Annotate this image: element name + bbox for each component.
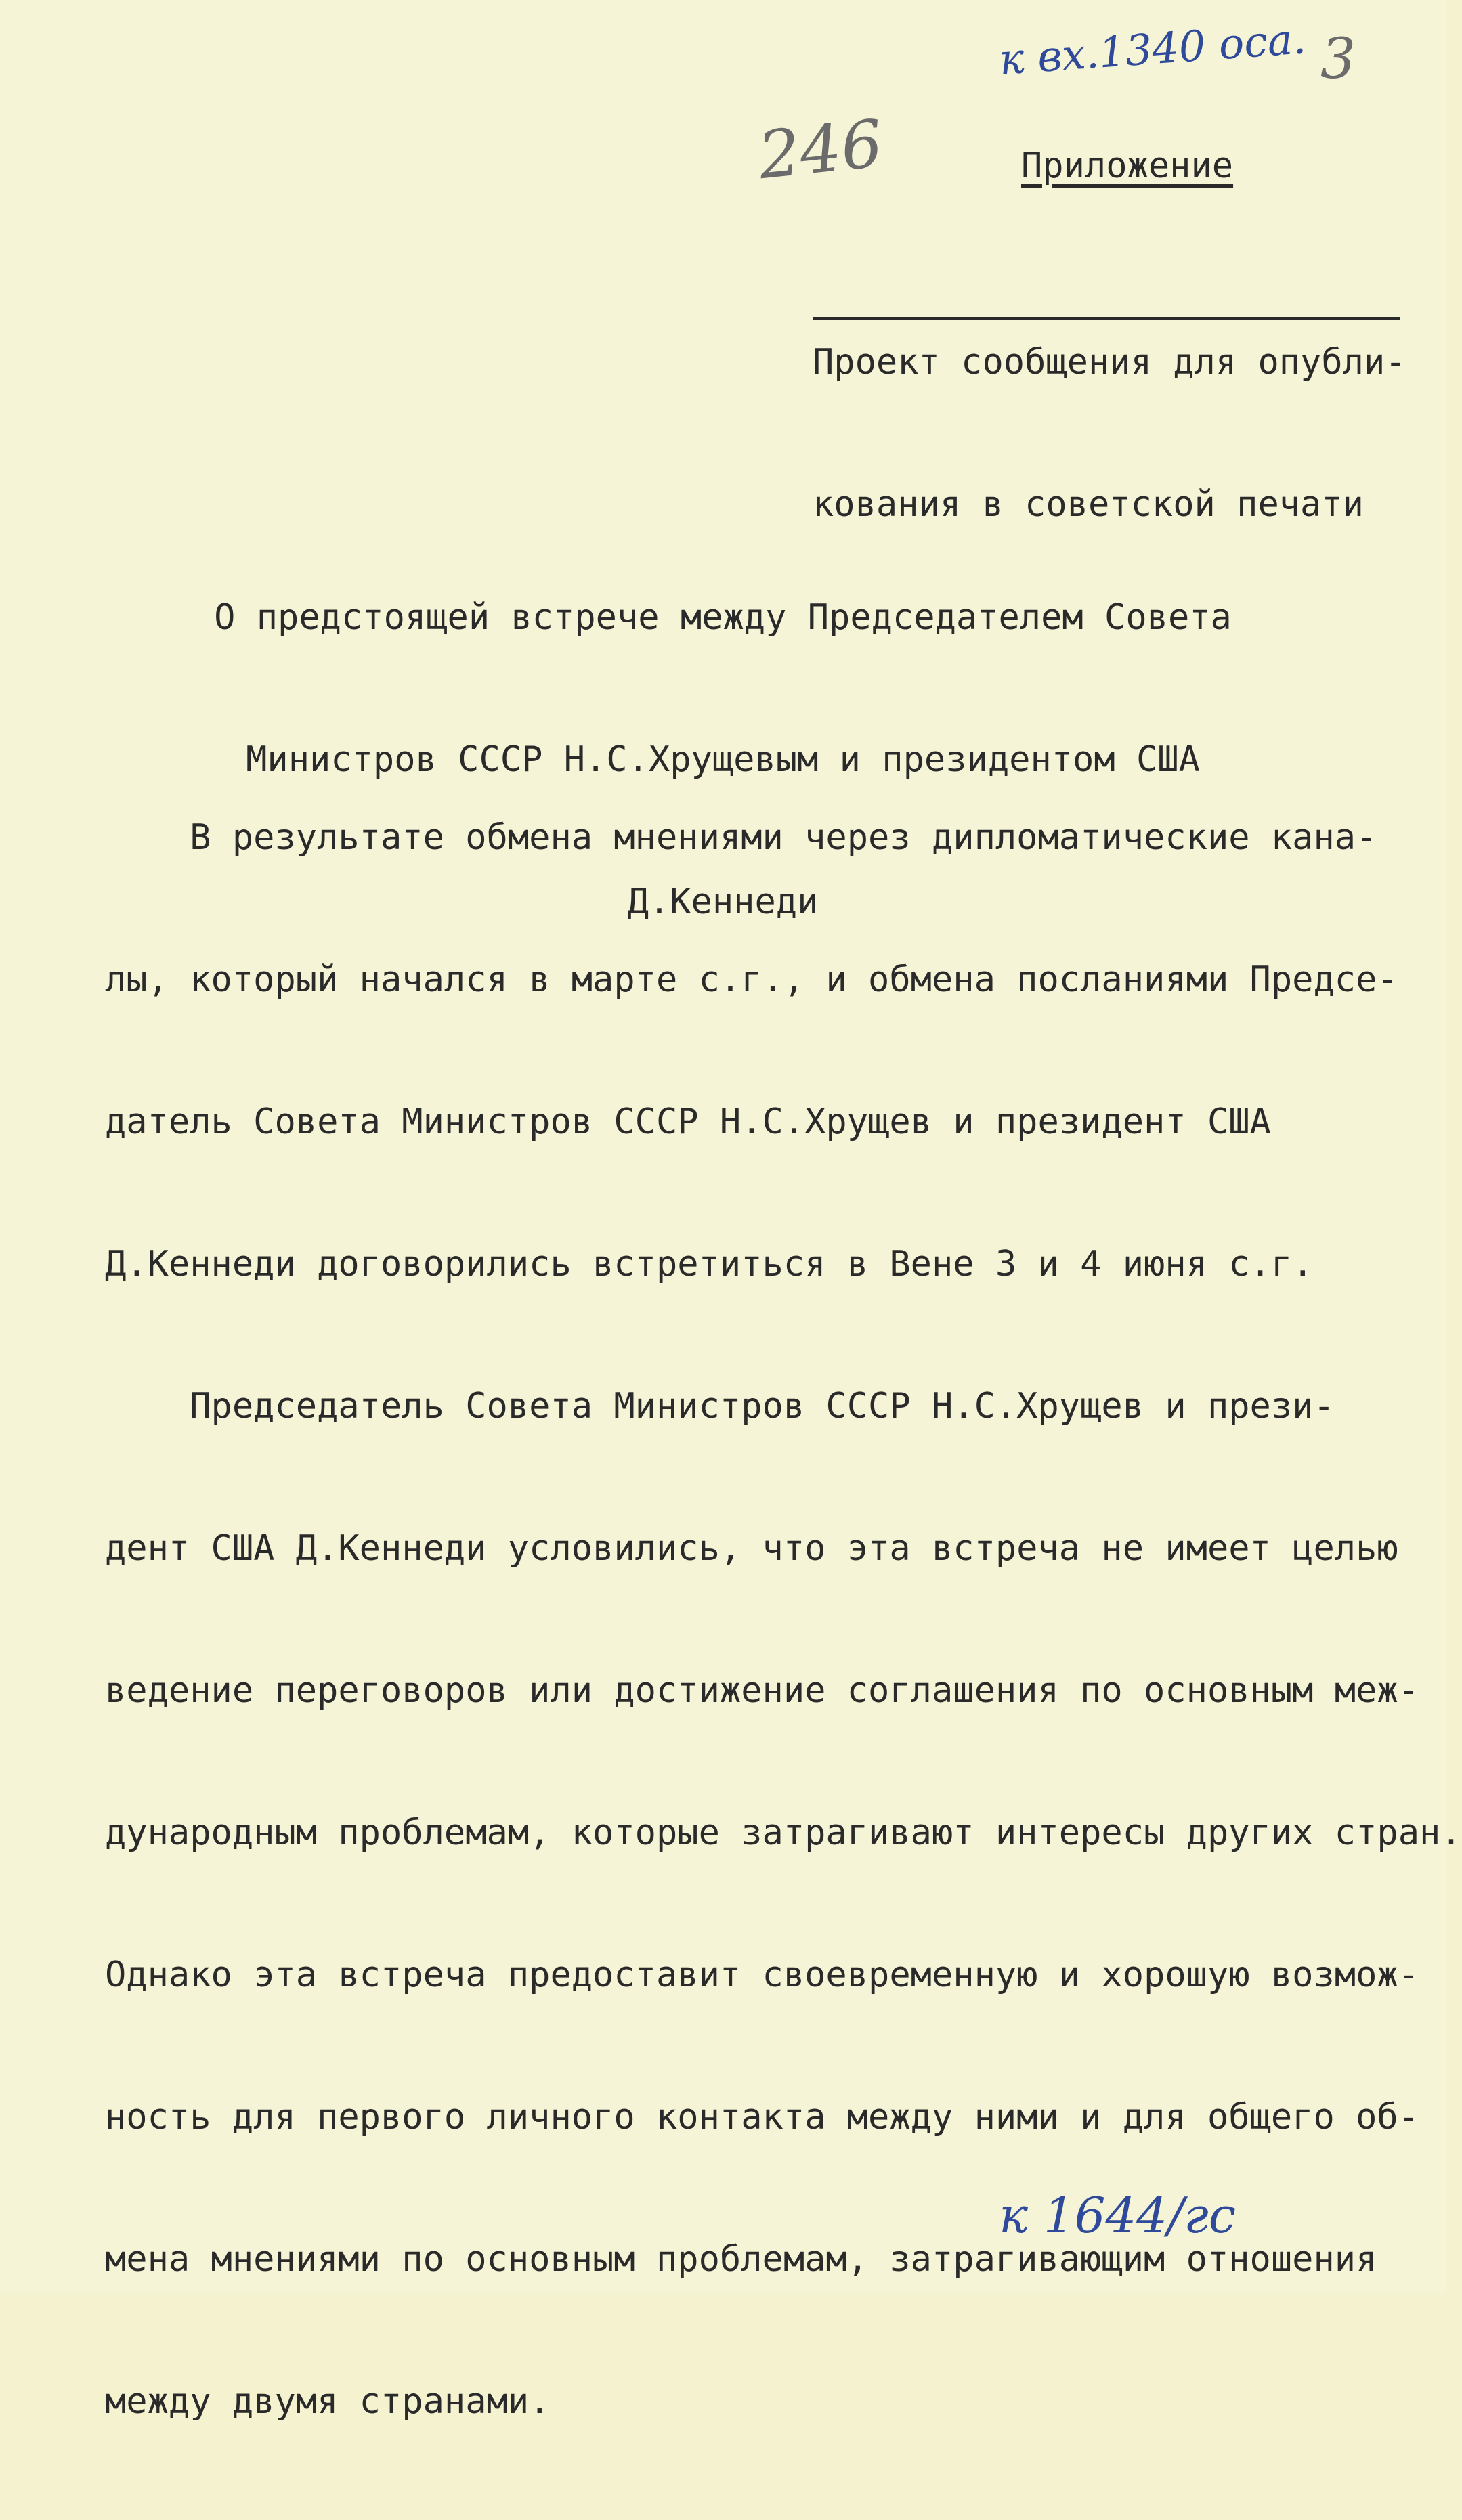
subtitle-underline <box>813 317 1400 320</box>
archive-number: 246 <box>754 105 886 194</box>
subtitle-line: кования в советской печати <box>813 484 1364 525</box>
heading-line: Д.Кеннеди <box>627 882 819 922</box>
body-line: В результате обмена мнениями через дипломатические кана- <box>105 817 1377 858</box>
body-line: Председатель Совета Министров СССР Н.С.Хрущев и прези- <box>105 1386 1335 1427</box>
incoming-reference-note: к вх.1340 оса. <box>997 14 1308 85</box>
body-line: мена мнениями по основным проблемам, затрагивающим отношения <box>105 2239 1377 2280</box>
body-line: датель Совета Министров СССР Н.С.Хрущев и президент США <box>105 1102 1271 1142</box>
subtitle-line: Проект сообщения для опубли- <box>813 342 1406 383</box>
heading-line: О предстоящей встрече между Председателем Совета <box>214 597 1232 638</box>
body-line: ведение переговоров или достижение соглашения по основным меж- <box>105 1670 1420 1711</box>
body-line: дународным проблемам, которые затрагивают интересы других стран. <box>105 1812 1462 1853</box>
body-line: Однако эта встреча предоставит своевременную и хорошую возмож- <box>105 1955 1420 1995</box>
body-line: между двумя странами. <box>105 2381 551 2422</box>
heading-line: Министров СССР Н.С.Хрущевым и президентом США <box>246 739 1200 780</box>
annex-label: Приложение <box>1021 146 1234 186</box>
body-line: Д.Кеннеди договорились встретиться в Вене 3 и 4 июня с.г. <box>105 1244 1314 1284</box>
document-body <box>105 719 1462 2520</box>
body-line: лы, который начался в марте с.г., и обмена посланиями Предсе- <box>105 959 1398 1000</box>
outgoing-reference-note: к 1644/гс <box>999 2187 1237 2244</box>
body-line: ность для первого личного контакта между ними и для общего об- <box>105 2097 1420 2137</box>
body-line: дент США Д.Кеннеди условились, что эта встреча не имеет целью <box>105 1528 1398 1569</box>
page-number: 3 <box>1320 27 1356 91</box>
